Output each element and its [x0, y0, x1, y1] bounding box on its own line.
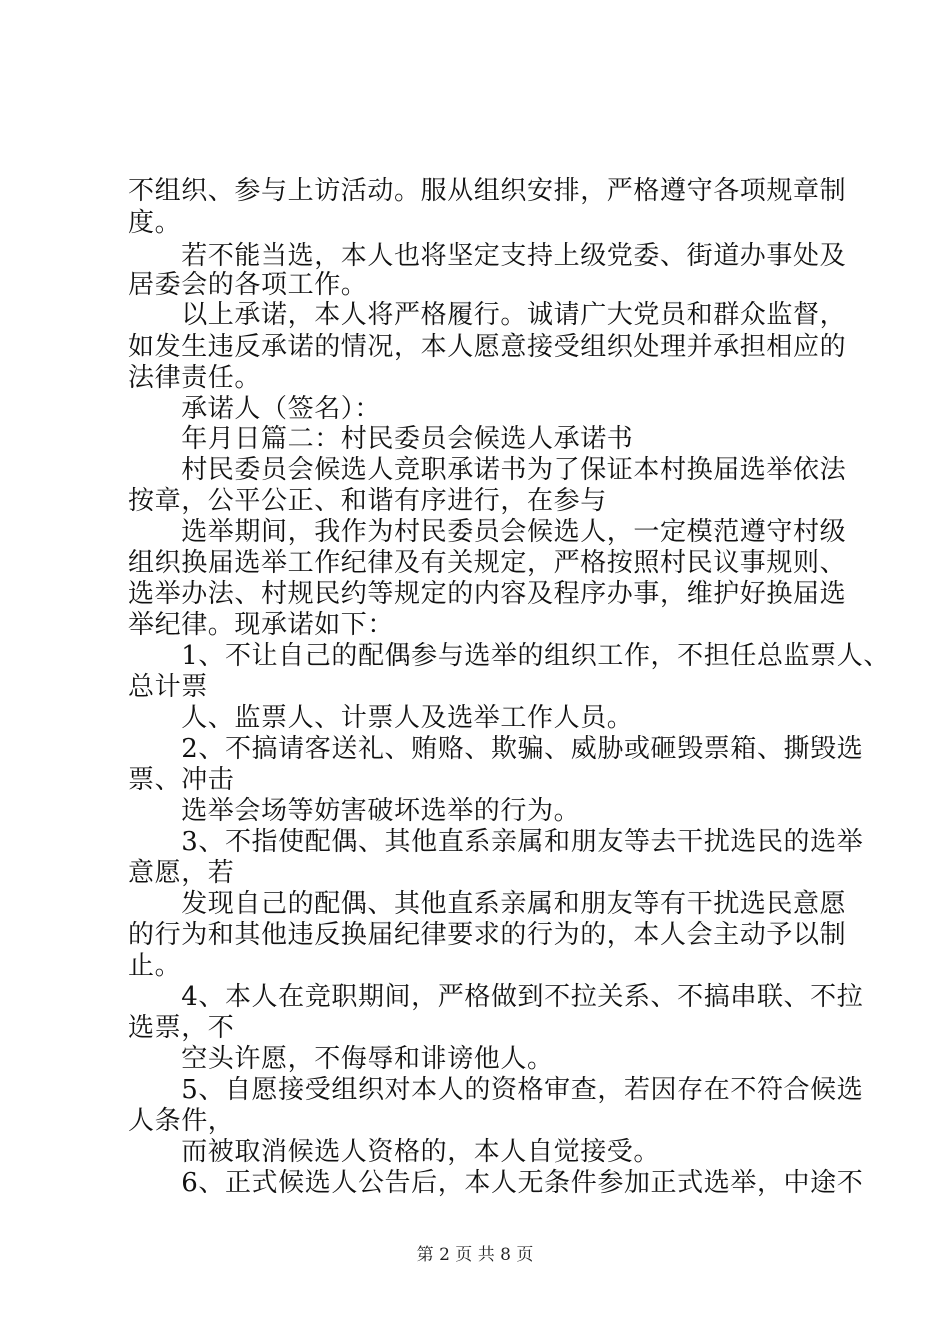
text-line: 法律责任。	[128, 363, 262, 393]
text-line: 人、监票人、计票人及选举工作人员。	[128, 703, 634, 733]
text-line: 总计票	[128, 672, 208, 702]
text-line: 居委会的各项工作。	[128, 270, 368, 300]
text-line: 4、本人在竞职期间，严格做到不拉关系、不搞串联、不拉	[128, 982, 864, 1012]
text-line: 如发生违反承诺的情况，本人愿意接受组织处理并承担相应的	[128, 332, 847, 362]
text-line: 意愿，若	[128, 858, 235, 888]
text-line: 止。	[128, 951, 182, 981]
text-line: 村民委员会候选人竞职承诺书为了保证本村换届选举依法	[128, 455, 847, 485]
text-line: 6、正式候选人公告后，本人无条件参加正式选举，中途不	[128, 1168, 864, 1198]
text-line: 不组织、参与上访活动。服从组织安排，严格遵守各项规章制	[128, 176, 847, 206]
text-line: 票、冲击	[128, 765, 235, 795]
text-line: 若不能当选，本人也将坚定支持上级党委、街道办事处及	[128, 241, 847, 271]
text-line: 人条件，	[128, 1106, 235, 1136]
text-line: 选举期间，我作为村民委员会候选人，一定模范遵守村级	[128, 517, 847, 547]
text-line: 的行为和其他违反换届纪律要求的行为的，本人会主动予以制	[128, 920, 847, 950]
text-line: 空头许愿，不侮辱和诽谤他人。	[128, 1044, 554, 1074]
text-line: 选票，不	[128, 1013, 235, 1043]
text-line: 2、不搞请客送礼、贿赂、欺骗、威胁或砸毁票箱、撕毁选	[128, 734, 864, 764]
text-line: 发现自己的配偶、其他直系亲属和朋友等有干扰选民意愿	[128, 889, 847, 919]
page-number-footer: 第 2 页 共 8 页	[416, 1245, 534, 1265]
text-line: 举纪律。现承诺如下：	[128, 610, 395, 640]
text-line: 选举办法、村规民约等规定的内容及程序办事，维护好换届选	[128, 579, 847, 609]
text-line: 而被取消候选人资格的，本人自觉接受。	[128, 1137, 661, 1167]
text-line: 年月日篇二：村民委员会候选人承诺书	[128, 424, 634, 454]
text-line: 5、自愿接受组织对本人的资格审查，若因存在不符合候选	[128, 1075, 864, 1105]
text-line: 1、不让自己的配偶参与选举的组织工作，不担任总监票人、	[128, 641, 890, 671]
text-line: 承诺人（签名）：	[128, 394, 382, 424]
text-line: 选举会场等妨害破坏选举的行为。	[128, 796, 581, 826]
text-line: 以上承诺，本人将严格履行。诚请广大党员和群众监督，	[128, 300, 847, 330]
text-line: 组织换届选举工作纪律及有关规定，严格按照村民议事规则、	[128, 548, 847, 578]
text-line: 度。	[128, 208, 182, 238]
text-line: 3、不指使配偶、其他直系亲属和朋友等去干扰选民的选举	[128, 827, 864, 857]
text-line: 按章，公平公正、和谐有序进行，在参与	[128, 486, 607, 516]
